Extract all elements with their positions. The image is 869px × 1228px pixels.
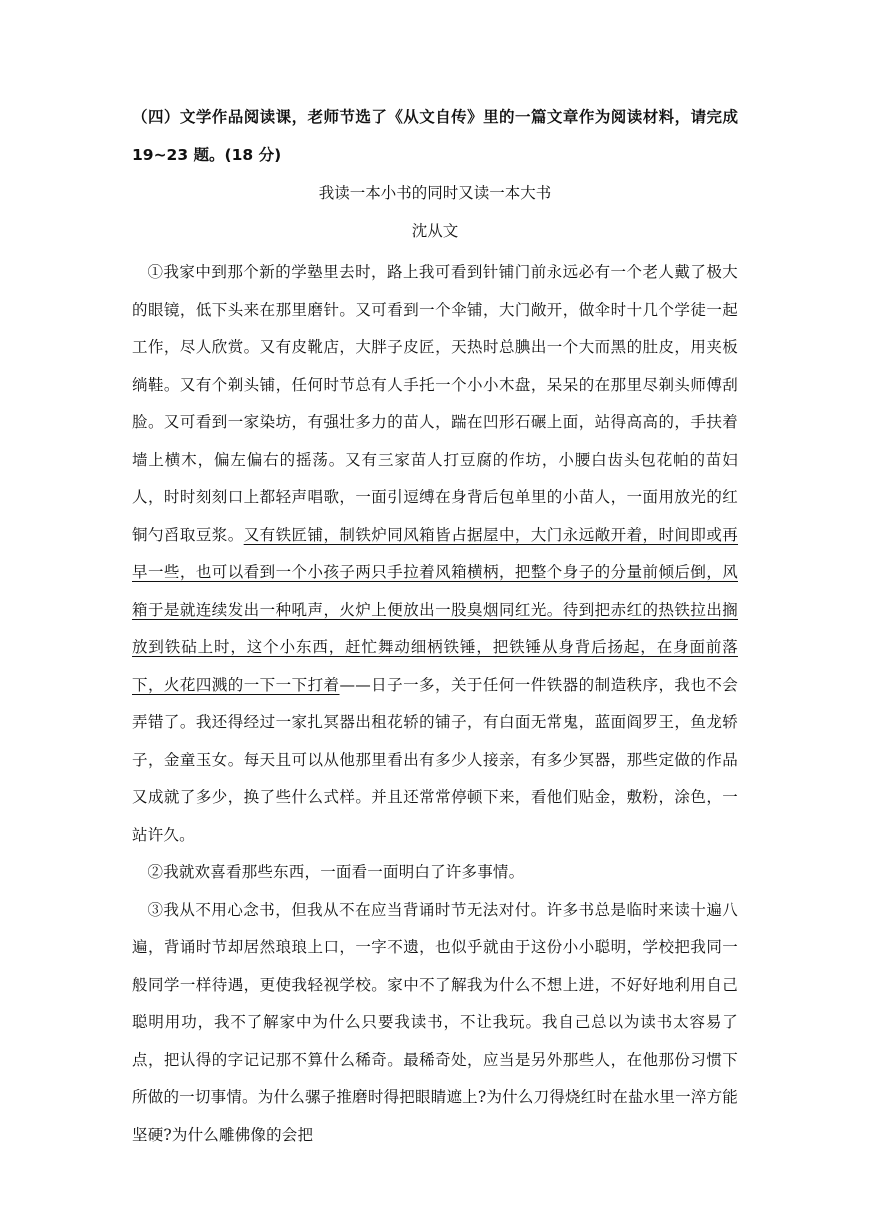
paragraph-1-text-after: ——日子一多，关于任何一件铁器的制造秩序，我也不会弄错了。我还得经过一家扎冥器出租花轿的铺子，有白面无常鬼，蓝面阎罗王，鱼龙轿子，金童玉女。每天且可以从他那里看出有多少人接亲，有多少冥器，那些定做的作品又成就了多少，换了些什么式样。并且还常常停顿下来，看他们贴金，敷粉，涂色，一站许久。 (132, 675, 738, 844)
document-page (132, 98, 738, 1154)
paragraph-3: ③我从不用心念书，但我从不在应当背诵时节无法对付。许多书总是临时来读十遍八遍，背诵时节却居然琅琅上口，一字不遗，也似乎就由于这份小小聪明，学校把我同一般同学一样待遇，更使我轻视学校。家中不了解我为什么不想上进，不好好地利用自己聪明用功，我不了解家中为什么只要我读书，不让我玩。我自己总以为读书太容易了点，把认得的字记记那不算什么稀奇。最稀奇处，应当是另外那些人，在他那份习惯下所做的一切事情。为什么骡子推磨时得把眼睛遮上?为什么刀得烧红时在盐水里一淬方能坚硬?为什么雕佛像的会把 (132, 900, 738, 1144)
paragraph-1-underlined-text: 又有铁匠铺，制铁炉同风箱皆占据屋中，大门永远敞开着，时间即或再早一些，也可以看到一个小孩子两只手拉着风箱横柄，把整个身子的分量前倾后倒，风箱于是就连续发出一种吼声，火炉上便放出一股臭烟同红光。待到把赤红的热铁拉出搁放到铁砧上时，这个小东西，赶忙舞动细柄铁锤，把铁锤从身背后扬起，在身面前落下，火花四溅的一下一下打着 (132, 525, 739, 694)
article-title: 我读一本小书的同时又读一本大书 (318, 184, 552, 202)
article-author: 沈从文 (411, 222, 459, 240)
paragraph-2: ②我就欢喜看那些东西，一面看一面明白了许多事情。 (147, 863, 525, 881)
question-header: （四）文学作品阅读课，老师节选了《从文自传》里的一篇文章作为阅读材料，请完成 19~23 题。(18 分) (132, 108, 738, 164)
paragraph-1-text-before: ①我家中到那个新的学塾里去时，路上我可看到针铺门前永远必有一个老人戴了极大的眼镜，低下头来在那里磨针。又可看到一个伞铺，大门敞开，做伞时十几个学徒一起工作，尽人欣赏。又有皮靴店，大胖子皮匠，天热时总腆出一个大而黑的肚皮，用夹板绱鞋。又有个剃头铺，任何时节总有人手托一个小小木盘，呆呆的在那里尽剃头师傅刮脸。又可看到一家染坊，有强壮多力的苗人，踹在凹形石碾上面，站得高高的，手扶着墙上横木，偏左偏右的摇荡。又有三家苗人打豆腐的作坊，小腰白齿头包花帕的苗妇人，时时刻刻口上都轻声唱歌，一面引逗缚在身背后包单里的小苗人，一面用放光的红铜勺舀取豆浆。 (132, 263, 738, 544)
paragraph-1 (132, 254, 738, 854)
